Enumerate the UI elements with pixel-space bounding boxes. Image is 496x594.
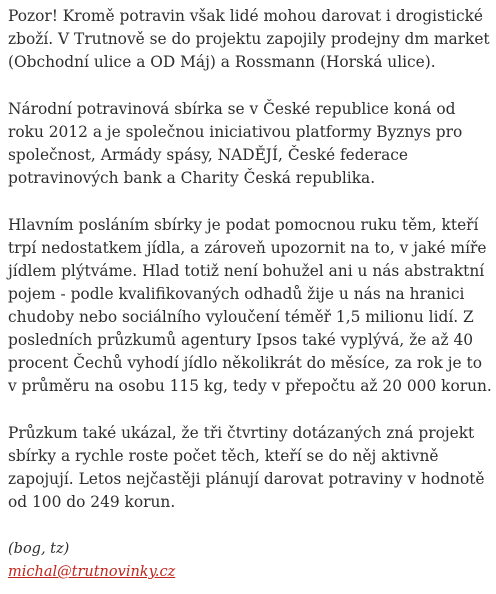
signature [8,538,492,584]
paragraph-survey: Průzkum také ukázal, že tři čtvrtiny dotázaných zná projekt sbírky a rychle roste počet těch, kteří se do něj aktivně zapojují. Letos nejčastěji plánují darovat potraviny v hodnotě od 100 do 249 korun. [8,424,485,511]
author-email-link[interactable]: michal@trutnovinky.cz [8,564,176,580]
author-initials: (bog, tz) [8,541,70,557]
article-body [8,5,492,584]
paragraph-food-bank-history: Národní potravinová sbírka se v České republice koná od roku 2012 a je společnou iniciativou platformy Byznys pro společnost, Armády spásy, NADĚJÍ, České federace potravinových bank a Charity Česká republika. [8,100,463,187]
paragraph-drugstore-donations: Pozor! Kromě potravin však lidé mohou darovat i drogistické zboží. V Trutnově se do projektu zapojily prodejny dm market (Obchodní ulice a OD Máj) a Rossmann (Horská ulice). [8,7,490,71]
author-email-line [8,561,492,584]
paragraph-mission: Hlavním posláním sbírky je podat pomocnou ruku těm, kteří trpí nedostatkem jídla, a zároveň upozornit na to, v jaké míře jídlem plýtváme. Hlad totiž není bohužel ani u nás abstraktní pojem - podle kvalifikovaných odhadů žije u nás na hranici chudoby nebo sociálního vyloučení téměř 1,5 milionu lidí. Z posledních průzkumů agentury Ipsos také vyplývá, že až 40 procent Čechů vyhodí jídlo několikrát do měsíce, za rok je to v průměru na osobu 115 kg, tedy v přepočtu až 20 000 korun. [8,216,492,395]
